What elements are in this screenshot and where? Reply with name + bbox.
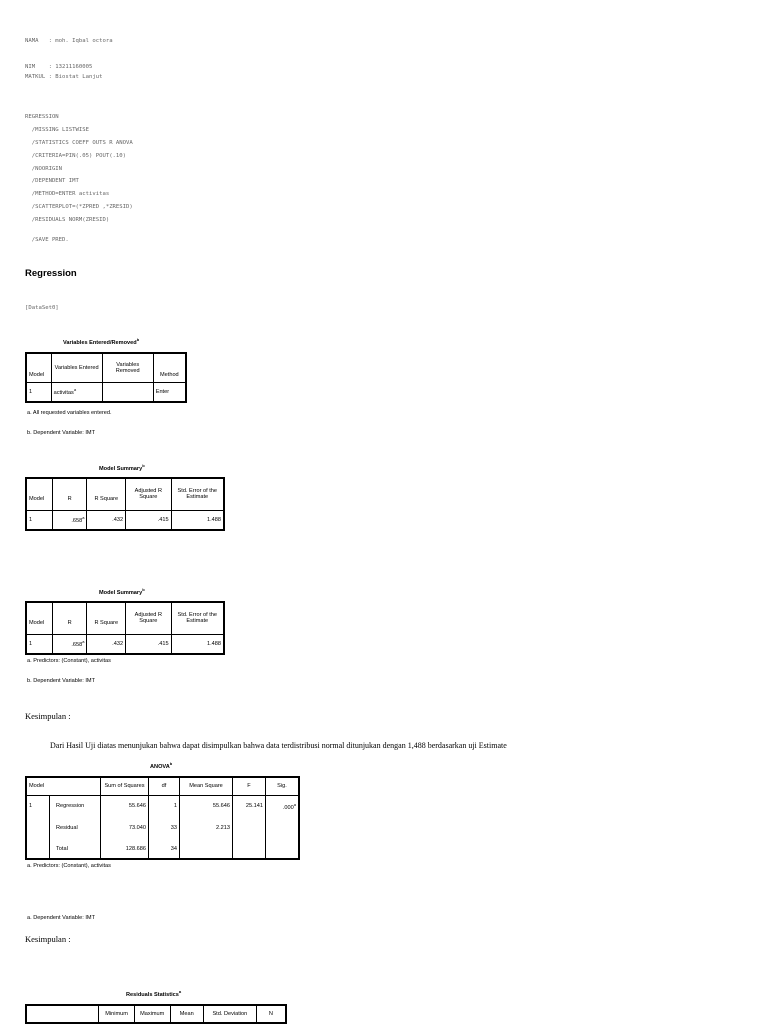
syntax-line: /SAVE PRED. (25, 237, 69, 243)
table-cell: 33 (149, 817, 180, 839)
table-cell (26, 817, 50, 839)
table-cell: .432 (87, 510, 126, 530)
table-cell: Regression (50, 795, 101, 817)
footnote: b. Dependent Variable: IMT (27, 678, 95, 684)
table-cell: .432 (87, 634, 126, 654)
table-cell (102, 382, 153, 402)
model-summary-title: Model Summary$^b$ (99, 587, 145, 596)
table-cell: 55.646 (101, 795, 149, 817)
table-header: R Square (87, 602, 126, 634)
table-header: Adjusted R Square (126, 602, 172, 634)
header-nama: NAMA : moh. Iqbal octora (25, 38, 113, 44)
table-cell: .415 (126, 634, 172, 654)
anova-title: ANOVA$^b$ (150, 761, 173, 770)
table-header: Std. Error of the Estimate (171, 478, 224, 510)
table-header: R Square (87, 478, 126, 510)
table-cell (233, 817, 266, 839)
table-header: Mean Square (180, 777, 233, 795)
table-cell: .658$^a$ (52, 510, 87, 530)
syntax-line: /STATISTICS COEFF OUTS R ANOVA (25, 140, 133, 146)
table-header: F (233, 777, 266, 795)
table-cell: 1 (149, 795, 180, 817)
table-cell: 1 (26, 634, 52, 654)
syntax-line: /MISSING LISTWISE (25, 127, 89, 133)
table-header (26, 1005, 99, 1023)
syntax-line: /SCATTERPLOT=(*ZPRED ,*ZRESID) (25, 204, 133, 210)
residuals-title: Residuals Statistics$^a$ (126, 989, 182, 998)
syntax-line: /NOORIGIN (25, 166, 63, 172)
kesimpulan-heading: Kesimpulan : (25, 934, 71, 944)
table-header: Maximum (134, 1005, 170, 1023)
table-cell: 1 (26, 795, 50, 817)
table-cell: .000$^a$ (266, 795, 300, 817)
table-header: df (149, 777, 180, 795)
syntax-line: /DEPENDENT IMT (25, 178, 79, 184)
table-cell: Total (50, 839, 101, 859)
table-cell: 55.646 (180, 795, 233, 817)
table-cell: 128.686 (101, 839, 149, 859)
table-header: Model (26, 602, 52, 634)
table-header: Model (26, 777, 101, 795)
table-cell: 1.488 (171, 634, 224, 654)
table-cell (266, 817, 300, 839)
table-header: Method (153, 353, 186, 382)
vars-entered-table (25, 352, 187, 403)
table-header: Variables Removed (102, 353, 153, 382)
header-nim: NIM : 13211160005 (25, 64, 93, 70)
table-cell: 34 (149, 839, 180, 859)
table-cell: 25.141 (233, 795, 266, 817)
table-header: Mean (170, 1005, 203, 1023)
footnote: b. Dependent Variable: IMT (27, 430, 95, 436)
model-summary-title: Model Summary$^b$ (99, 463, 145, 472)
table-cell: 73.040 (101, 817, 149, 839)
footnote: a. Dependent Variable: IMT (27, 915, 95, 921)
table-header: Minimum (99, 1005, 135, 1023)
syntax-line: REGRESSION (25, 114, 59, 120)
table-cell (266, 839, 300, 859)
table-cell: Residual (50, 817, 101, 839)
table-header: Model (26, 353, 51, 382)
table-header: Sum of Squares (101, 777, 149, 795)
table-header: Std. Error of the Estimate (171, 602, 224, 634)
table-cell (233, 839, 266, 859)
table-cell (180, 839, 233, 859)
conclusion-text: Dari Hasil Uji diatas menunjukan bahwa dapat disimpulkan bahwa data terdistribusi normal ditunjukan dengan 1,488 berdasarkan uji Estimate (50, 741, 507, 750)
table-header: Variables Entered (51, 353, 102, 382)
kesimpulan-heading: Kesimpulan : (25, 711, 71, 721)
table-cell: activitas$^a$ (51, 382, 102, 402)
table-cell: 1 (26, 382, 51, 402)
table-cell: .658$^a$ (52, 634, 87, 654)
table-cell: 2.213 (180, 817, 233, 839)
syntax-line: /METHOD=ENTER activitas (25, 191, 110, 197)
syntax-line: /RESIDUALS NORM(ZRESID) (25, 217, 110, 223)
anova-table (25, 776, 300, 860)
table-header: Model (26, 478, 52, 510)
table-cell: Enter (153, 382, 186, 402)
table-header: Std. Deviation (203, 1005, 256, 1023)
vars-table-title: Variables Entered/Removed$^b$ (63, 337, 140, 346)
residuals-table (25, 1004, 287, 1024)
table-header: N (256, 1005, 286, 1023)
table-cell: 1 (26, 510, 52, 530)
table-header: R (52, 478, 87, 510)
dataset-label: [DataSet0] (25, 305, 59, 311)
table-cell: 1.488 (171, 510, 224, 530)
footnote: a. Predictors: (Constant), activitas (27, 863, 111, 869)
model-summary-table (25, 601, 225, 655)
footnote: a. Predictors: (Constant), activitas (27, 658, 111, 664)
header-matkul: MATKUL : Biostat Lanjut (25, 74, 103, 80)
table-cell (26, 839, 50, 859)
footnote: a. All requested variables entered. (27, 410, 112, 416)
table-header: R (52, 602, 87, 634)
table-cell: .415 (126, 510, 172, 530)
syntax-line: /CRITERIA=PIN(.05) POUT(.10) (25, 153, 127, 159)
table-header: Adjusted R Square (126, 478, 172, 510)
table-header: Sig. (266, 777, 300, 795)
model-summary-table (25, 477, 225, 531)
section-title: Regression (25, 268, 77, 279)
